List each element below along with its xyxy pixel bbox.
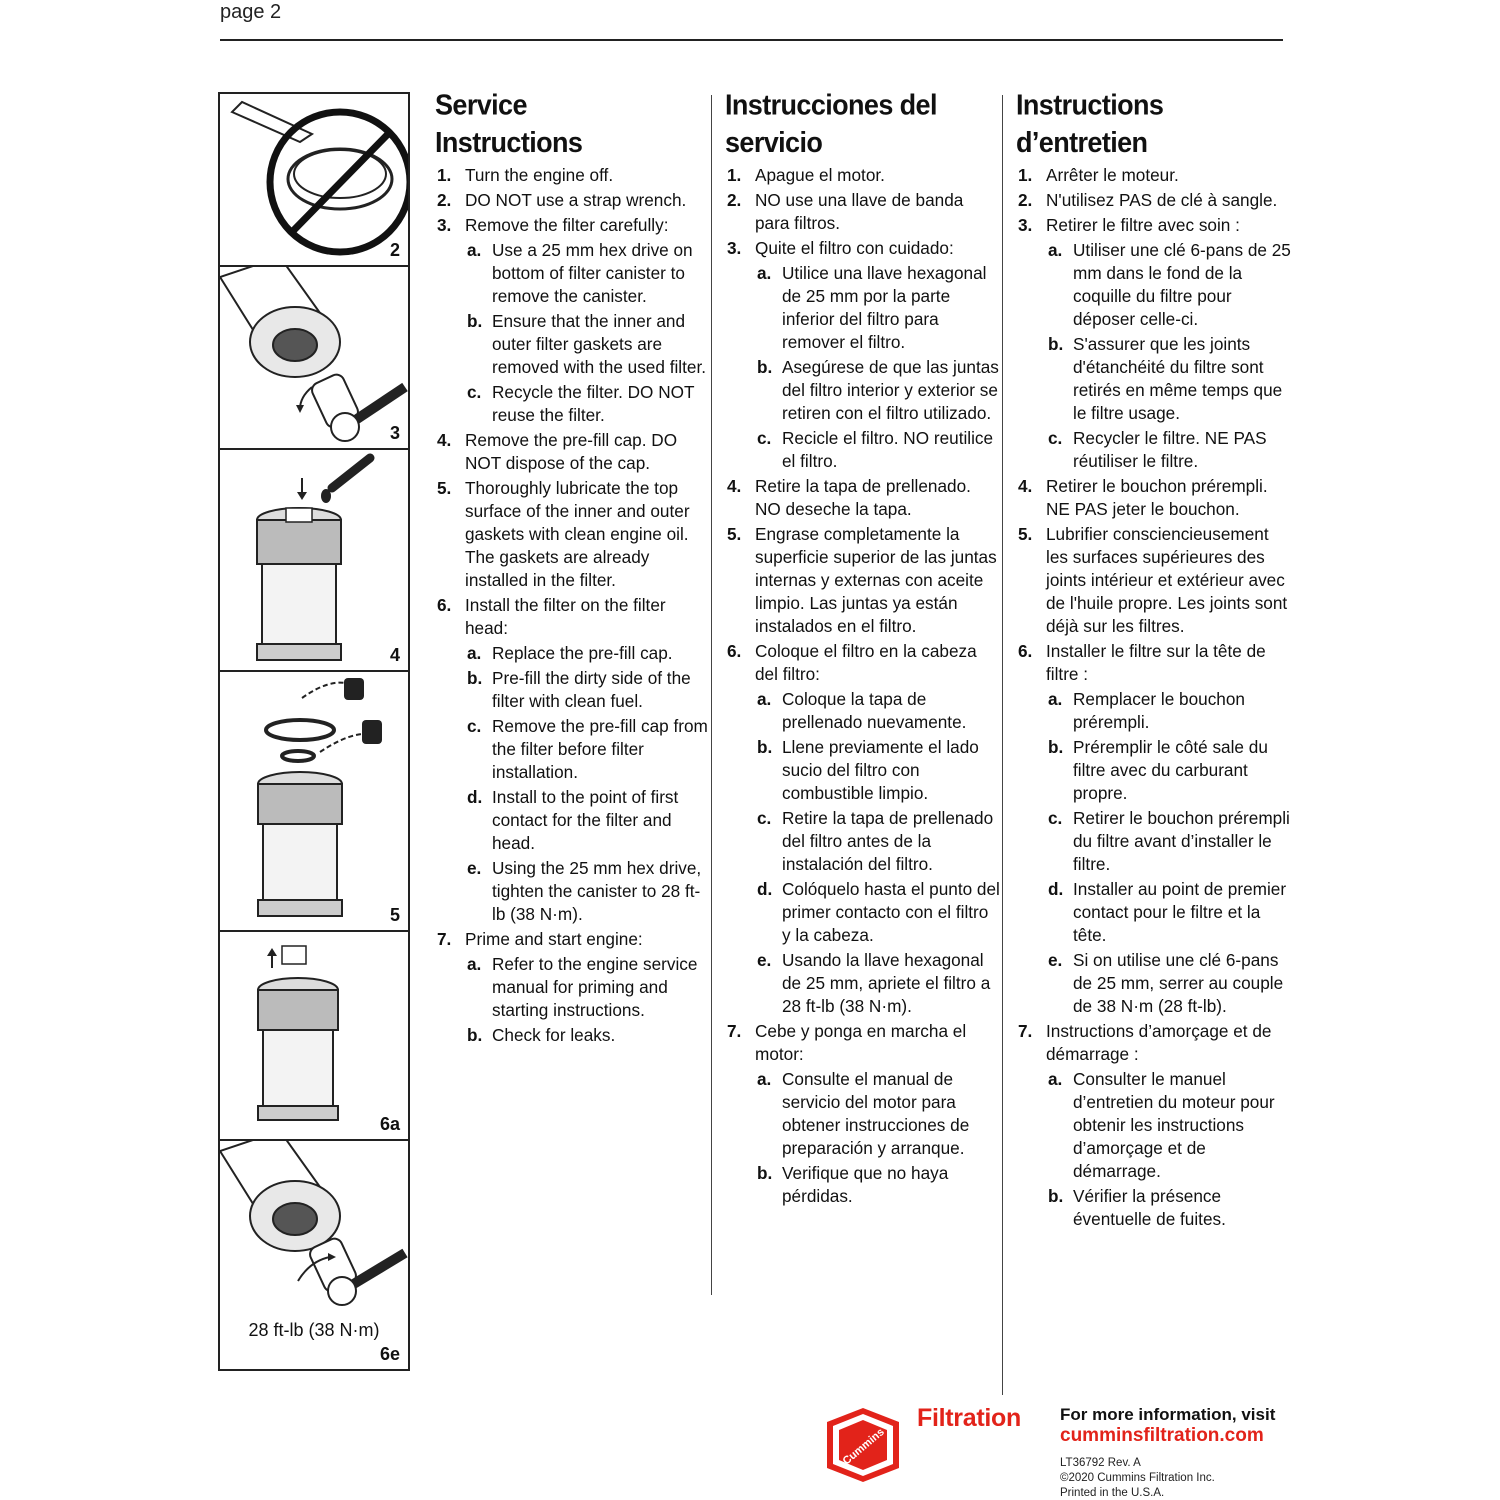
illustration-strip [218,92,410,1371]
substep-list [465,239,710,427]
substep-text: Replace the pre-fill cap. [492,643,673,663]
step-text: NO use una llave de banda para filtros. [755,190,964,233]
substep-letter: a. [467,240,482,260]
step-text: Quite el filtro con cuidado: [755,238,954,258]
figure-number: 5 [389,905,400,925]
step-item [435,594,710,926]
substep-list [755,688,1000,1018]
step-item [725,164,1000,187]
french-instructions [1016,86,1291,1233]
substep-list [1046,239,1291,473]
substep-item [755,807,1000,876]
substep-text: Utiliser une clé 6-pans de 25 mm dans le fond de la coquille du filtre pour déposer celle-ci. [1073,240,1291,329]
substep-letter: a. [757,263,772,283]
step-text: Prime and start engine: [465,929,643,949]
step-item [1016,640,1291,1018]
substep-letter: c. [467,382,482,402]
step-number: 5. [1018,524,1033,544]
top-rule [220,39,1283,41]
substep-letter: a. [757,689,772,709]
section-title: Instrucciones del servicio [725,89,937,159]
substep-text: S'assurer que les joints d'étanchéité du filtre sont retirés en même temps que le filtre usage. [1073,334,1283,423]
step-item [725,523,1000,638]
figure-number: 4 [389,645,400,665]
substep-item [465,310,710,379]
substep-item [1046,878,1291,947]
substep-item [755,1162,1000,1208]
step-item [1016,164,1291,187]
step-text: Arrêter le moteur. [1046,165,1179,185]
step-text: Turn the engine off. [465,165,614,185]
substep-list [1046,688,1291,1018]
step-text: Cebe y ponga en marcha el motor: [755,1021,967,1064]
substep-text: Pre-fill the dirty side of the filter with clean fuel. [492,668,691,711]
substep-item [465,715,710,784]
substep-item [1046,688,1291,734]
step-number: 7. [1018,1021,1033,1041]
step-item [435,164,710,187]
step-number: 2. [437,190,452,210]
figure-panel-3 [220,267,408,450]
step-number: 7. [437,929,452,949]
substep-text: Remove the pre-fill cap from the filter before filter installation. [492,716,708,782]
substep-letter: c. [467,716,482,736]
substep-text: Consulte el manual de servicio del motor para obtener instrucciones de preparación y arranque. [782,1069,970,1158]
substep-item [465,667,710,713]
substep-item [1046,807,1291,876]
substep-text: Vérifier la présence éventuelle de fuites. [1073,1186,1226,1229]
substep-letter: a. [1048,1069,1063,1089]
step-number: 4. [727,476,742,496]
remove-prefill-cap-illustration [220,932,408,1141]
substep-text: Asegúrese de que las juntas del filtro interior y exterior se retiren con el filtro utilizado. [782,357,999,423]
substep-text: Refer to the engine service manual for priming and starting instructions. [492,954,698,1020]
substep-text: Llene previamente el lado sucio del filtro con combustible limpio. [782,737,979,803]
step-text: Instructions d’amorçage et de démarrage : [1046,1021,1272,1064]
step-text: DO NOT use a strap wrench. [465,190,687,210]
remove-filter-illustration [220,267,408,450]
substep-text: Ensure that the inner and outer filter gaskets are removed with the used filter. [492,311,706,377]
substep-list [1046,1068,1291,1231]
steps-list [725,164,1000,1208]
substep-letter: a. [467,954,482,974]
step-item [725,475,1000,521]
step-text: Retirer le filtre avec soin : [1046,215,1240,235]
substep-item [755,356,1000,425]
step-number: 6. [727,641,742,661]
substep-letter: b. [1048,737,1064,757]
step-text: Installer le filtre sur la tête de filtre : [1046,641,1266,684]
substep-text: Use a 25 mm hex drive on bottom of filter canister to remove the canister. [492,240,693,306]
website-link[interactable]: cumminsfiltration.com [1060,1425,1264,1446]
step-number: 1. [727,165,742,185]
substep-letter: d. [1048,879,1064,899]
step-text: Retirer le bouchon prérempli. NE PAS jeter le bouchon. [1046,476,1268,519]
step-number: 1. [1018,165,1033,185]
figure-panel-2 [220,94,408,267]
substep-text: Retirer le bouchon prérempli du filtre avant d’installer le filtre. [1073,808,1290,874]
substep-text: Verifique que no haya pérdidas. [782,1163,949,1206]
step-item [435,477,710,592]
step-number: 4. [1018,476,1033,496]
figure-panel-6a [220,932,408,1141]
substep-list [755,1068,1000,1208]
substep-item [755,262,1000,354]
substep-letter: e. [1048,950,1063,970]
substep-text: Usando la llave hexagonal de 25 mm, apriete el filtro a 28 ft-lb (38 N·m). [782,950,991,1016]
step-item [435,214,710,427]
document-meta: LT36792 Rev. A ©2020 Cummins Filtration Inc. Printed in the U.S.A. [1060,1457,1215,1499]
substep-letter: b. [1048,334,1064,354]
substep-text: Installer au point de premier contact pour le filtre et la tête. [1073,879,1287,945]
substep-letter: b. [757,1163,773,1183]
step-number: 6. [1018,641,1033,661]
substep-text: Install to the point of first contact for the filter and head. [492,787,679,853]
substep-letter: a. [757,1069,772,1089]
substep-letter: c. [757,428,772,448]
substep-text: Préremplir le côté sale du filtre avec du carburant propre. [1073,737,1268,803]
substep-list [465,953,710,1047]
figure-panel-5 [220,672,408,932]
step-item [725,237,1000,473]
substep-list [465,642,710,926]
step-text: Retire la tapa de prellenado. NO deseche la tapa. [755,476,971,519]
page-label: page 2 [220,1,282,23]
substep-item [465,381,710,427]
substep-item [1046,333,1291,425]
substep-letter: b. [467,668,483,688]
substep-item [1046,1068,1291,1183]
substep-text: Recicle el filtro. NO reutilice el filtro. [782,428,994,471]
step-number: 3. [727,238,742,258]
step-item [1016,1020,1291,1231]
steps-list [1016,164,1291,1231]
substep-item [1046,239,1291,331]
substep-text: Recycle the filter. DO NOT reuse the filter. [492,382,695,425]
substep-letter: e. [757,950,772,970]
substep-item [1046,736,1291,805]
substep-text: Colóquelo hasta el punto del primer contacto con el filtro y la cabeza. [782,879,1000,945]
substep-item [465,1024,710,1047]
substep-item [465,642,710,665]
substep-item [755,878,1000,947]
substep-text: Consulter le manuel d’entretien du moteur pour obtenir les instructions d’amorçage et de démarrage. [1073,1069,1275,1181]
substep-item [755,736,1000,805]
step-item [725,640,1000,1018]
substep-text: Utilice una llave hexagonal de 25 mm por la parte inferior del filtro para remover el filtro. [782,263,987,352]
substep-item [1046,1185,1291,1231]
spanish-instructions [725,86,1000,1210]
substep-item [465,857,710,926]
substep-list [755,262,1000,473]
step-text: Remove the filter carefully: [465,215,669,235]
section-title: Service Instructions [435,89,583,159]
step-text: Coloque el filtro en la cabeza del filtro: [755,641,977,684]
step-item [1016,475,1291,521]
step-number: 2. [1018,190,1033,210]
substep-letter: c. [757,808,772,828]
substep-text: Remplacer le bouchon prérempli. [1073,689,1245,732]
substep-item [465,953,710,1022]
substep-text: Retire la tapa de prellenado del filtro antes de la instalación del filtro. [782,808,994,874]
substep-letter: a. [1048,689,1063,709]
substep-letter: b. [1048,1186,1064,1206]
english-instructions [435,86,710,1049]
step-number: 5. [727,524,742,544]
step-item [435,429,710,475]
substep-letter: d. [757,879,773,899]
column-divider [1002,95,1003,1395]
no-strap-wrench-illustration [220,94,408,267]
substep-item [755,949,1000,1018]
figure-number: 3 [389,423,400,443]
column-divider [711,95,712,1295]
step-number: 5. [437,478,452,498]
step-number: 3. [1018,215,1033,235]
step-number: 7. [727,1021,742,1041]
substep-letter: c. [1048,808,1063,828]
step-item [435,928,710,1047]
step-item [725,189,1000,235]
brand-name: Filtration [917,1404,1021,1432]
substep-letter: b. [757,357,773,377]
figure-panel-4 [220,450,408,672]
step-text: Install the filter on the filter head: [465,595,666,638]
substep-text: Coloque la tapa de prellenado nuevamente. [782,689,967,732]
section-title: Instructions d’entretien [1016,89,1164,159]
substep-text: Using the 25 mm hex drive, tighten the canister to 28 ft-lb (38 N·m). [492,858,702,924]
substep-item [1046,427,1291,473]
substep-letter: b. [757,737,773,757]
step-text: Thoroughly lubricate the top surface of the inner and outer gaskets with clean engine oil. The gaskets are already installed in the filter. [465,478,690,590]
figure-number: 2 [389,240,400,260]
substep-letter: d. [467,787,483,807]
logo-text: Cummins [840,1426,887,1468]
substep-item [755,1068,1000,1160]
prefill-cap-illustration [220,672,408,932]
substep-letter: b. [467,1025,483,1045]
substep-item [755,688,1000,734]
substep-letter: c. [1048,428,1063,448]
step-item [435,189,710,212]
step-item [725,1020,1000,1208]
step-text: Engrase completamente la superficie superior de las juntas internas y externas con aceite limpio. Las juntas ya están instalados en el filtro. [755,524,997,636]
step-number: 3. [437,215,452,235]
steps-list [435,164,710,1047]
torque-caption: 28 ft-lb (38 N·m) [248,1320,380,1340]
step-text: Apague el motor. [755,165,885,185]
substep-item [465,786,710,855]
figure-panel-6e [220,1141,408,1369]
substep-text: Recycler le filtre. NE PAS réutiliser le filtre. [1073,428,1267,471]
substep-letter: e. [467,858,482,878]
step-item [1016,189,1291,212]
substep-text: Si on utilise une clé 6-pans de 25 mm, serrer au couple de 38 N·m (28 ft-lb). [1073,950,1284,1016]
step-item [1016,214,1291,473]
figure-number: 6a [379,1114,400,1134]
lubricate-gasket-illustration [220,450,408,672]
step-text: N'utilisez PAS de clé à sangle. [1046,190,1278,210]
step-number: 4. [437,430,452,450]
substep-item [755,427,1000,473]
substep-item [1046,949,1291,1018]
substep-text: Check for leaks. [492,1025,616,1045]
step-number: 1. [437,165,452,185]
substep-letter: a. [1048,240,1063,260]
step-number: 6. [437,595,452,615]
step-text: Remove the pre-fill cap. DO NOT dispose of the cap. [465,430,678,473]
substep-item [465,239,710,308]
figure-number: 6e [379,1344,400,1364]
substep-letter: a. [467,643,482,663]
step-number: 2. [727,190,742,210]
substep-letter: b. [467,311,483,331]
step-text: Lubrifier consciencieusement les surfaces supérieures des joints intérieur et extérieur avec de l'huile propre. Les joints sont déjà sur les filtres. [1046,524,1288,636]
step-item [1016,523,1291,638]
cummins-logo [823,1404,903,1484]
more-info: For more information, visit cumminsfiltration.com [1060,1405,1276,1446]
